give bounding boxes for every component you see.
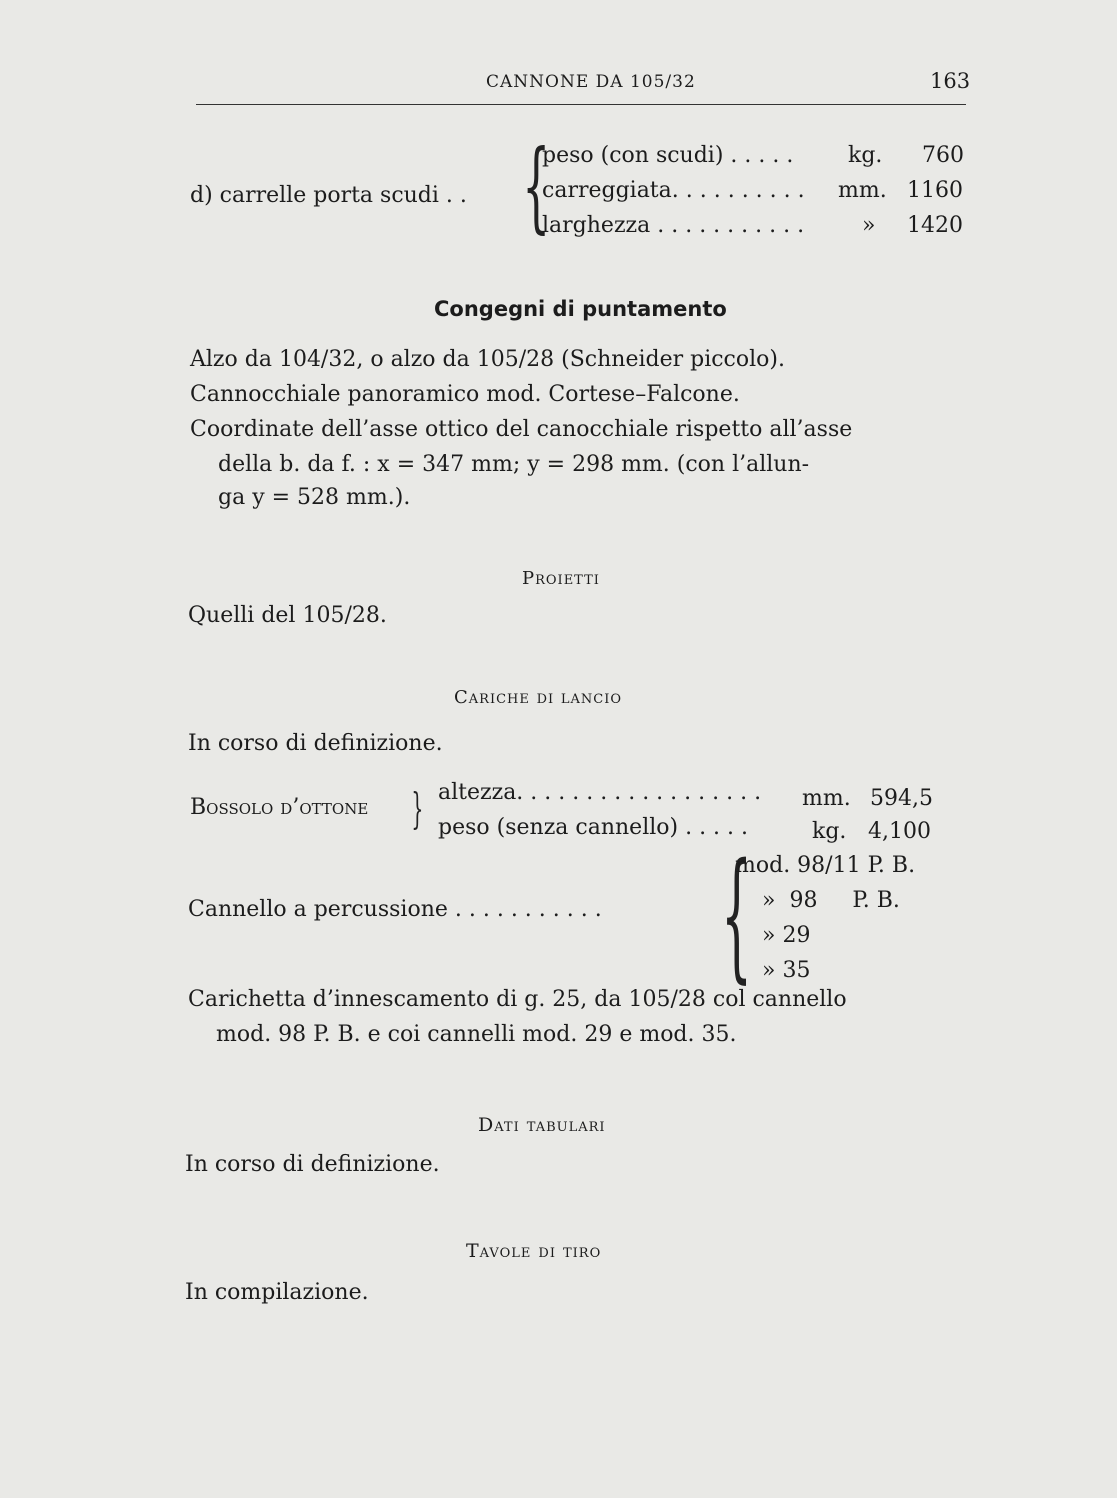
header-rule <box>196 104 966 105</box>
carrello-row-value: 1420 <box>907 213 963 238</box>
cariche-heading: Cariche di lancio <box>454 687 622 708</box>
bossolo-row-value: 594,5 <box>870 786 933 811</box>
cannello-label: Cannello a percussione . . . . . . . . . . . <box>188 897 602 922</box>
carrello-row-unit: kg. <box>848 143 883 168</box>
carrello-label: d) carrelle porta scudi . . <box>190 183 467 208</box>
congegni-line: Coordinate dell’asse ottico del canocchiale rispetto all’asse <box>190 417 853 442</box>
cannello-row: mod. 98/11 P. B. <box>735 853 916 878</box>
bossolo-row-unit: mm. <box>802 786 851 811</box>
cariche-text: In corso di definizione. <box>188 731 443 756</box>
carrello-row-value: 760 <box>922 143 964 168</box>
congegni-line: Alzo da 104/32, o alzo da 105/28 (Schneider piccolo). <box>190 347 785 372</box>
carrello-row-name: carreggiata. . . . . . . . . . <box>542 178 805 203</box>
bossolo-row-value: 4,100 <box>868 819 931 844</box>
congegni-line: Cannocchiale panoramico mod. Cortese–Falcone. <box>190 382 740 407</box>
cannello-row: » 35 <box>762 958 811 983</box>
cannello-row: » 98 P. B. <box>762 888 900 913</box>
congegni-line: della b. da f. : x = 347 mm; y = 298 mm. (con l’allun- <box>218 452 810 477</box>
tavole-text: In compilazione. <box>185 1280 369 1305</box>
carrello-row-name: peso (con scudi) . . . . . <box>542 143 794 168</box>
bossolo-brace: } <box>411 784 424 833</box>
cannello-row: » 29 <box>762 923 811 948</box>
dati-text: In corso di definizione. <box>185 1152 440 1177</box>
carrello-row-value: 1160 <box>907 178 963 203</box>
proietti-text: Quelli del 105/28. <box>188 603 387 628</box>
tavole-heading: Tavole di tiro <box>466 1240 602 1262</box>
carichetta-line: mod. 98 P. B. e coi cannelli mod. 29 e mod. 35. <box>216 1022 737 1047</box>
congegni-heading: Congegni di puntamento <box>434 297 727 321</box>
bossolo-row-unit: kg. <box>812 819 847 844</box>
carichetta-line: Carichetta d’innescamento di g. 25, da 105/28 col cannello <box>188 987 847 1012</box>
proietti-heading: Proietti <box>522 568 600 589</box>
carrello-row-unit: » <box>862 213 876 238</box>
running-title: CANNONE DA 105/32 <box>486 72 696 92</box>
page-number: 163 <box>930 69 971 93</box>
congegni-line: ga y = 528 mm.). <box>218 485 411 510</box>
bossolo-label: Bossolo d’ottone <box>190 795 369 820</box>
carrello-row-unit: mm. <box>838 178 887 203</box>
bossolo-row-name: peso (senza cannello) . . . . . <box>438 815 749 840</box>
carrello-row-name: larghezza . . . . . . . . . . . <box>542 213 805 238</box>
cannello-brace: { <box>720 834 753 997</box>
carrello-brace: { <box>522 130 551 244</box>
dati-heading: Dati tabulari <box>478 1114 606 1136</box>
bossolo-row-name: altezza. . . . . . . . . . . . . . . . . . <box>438 780 762 805</box>
